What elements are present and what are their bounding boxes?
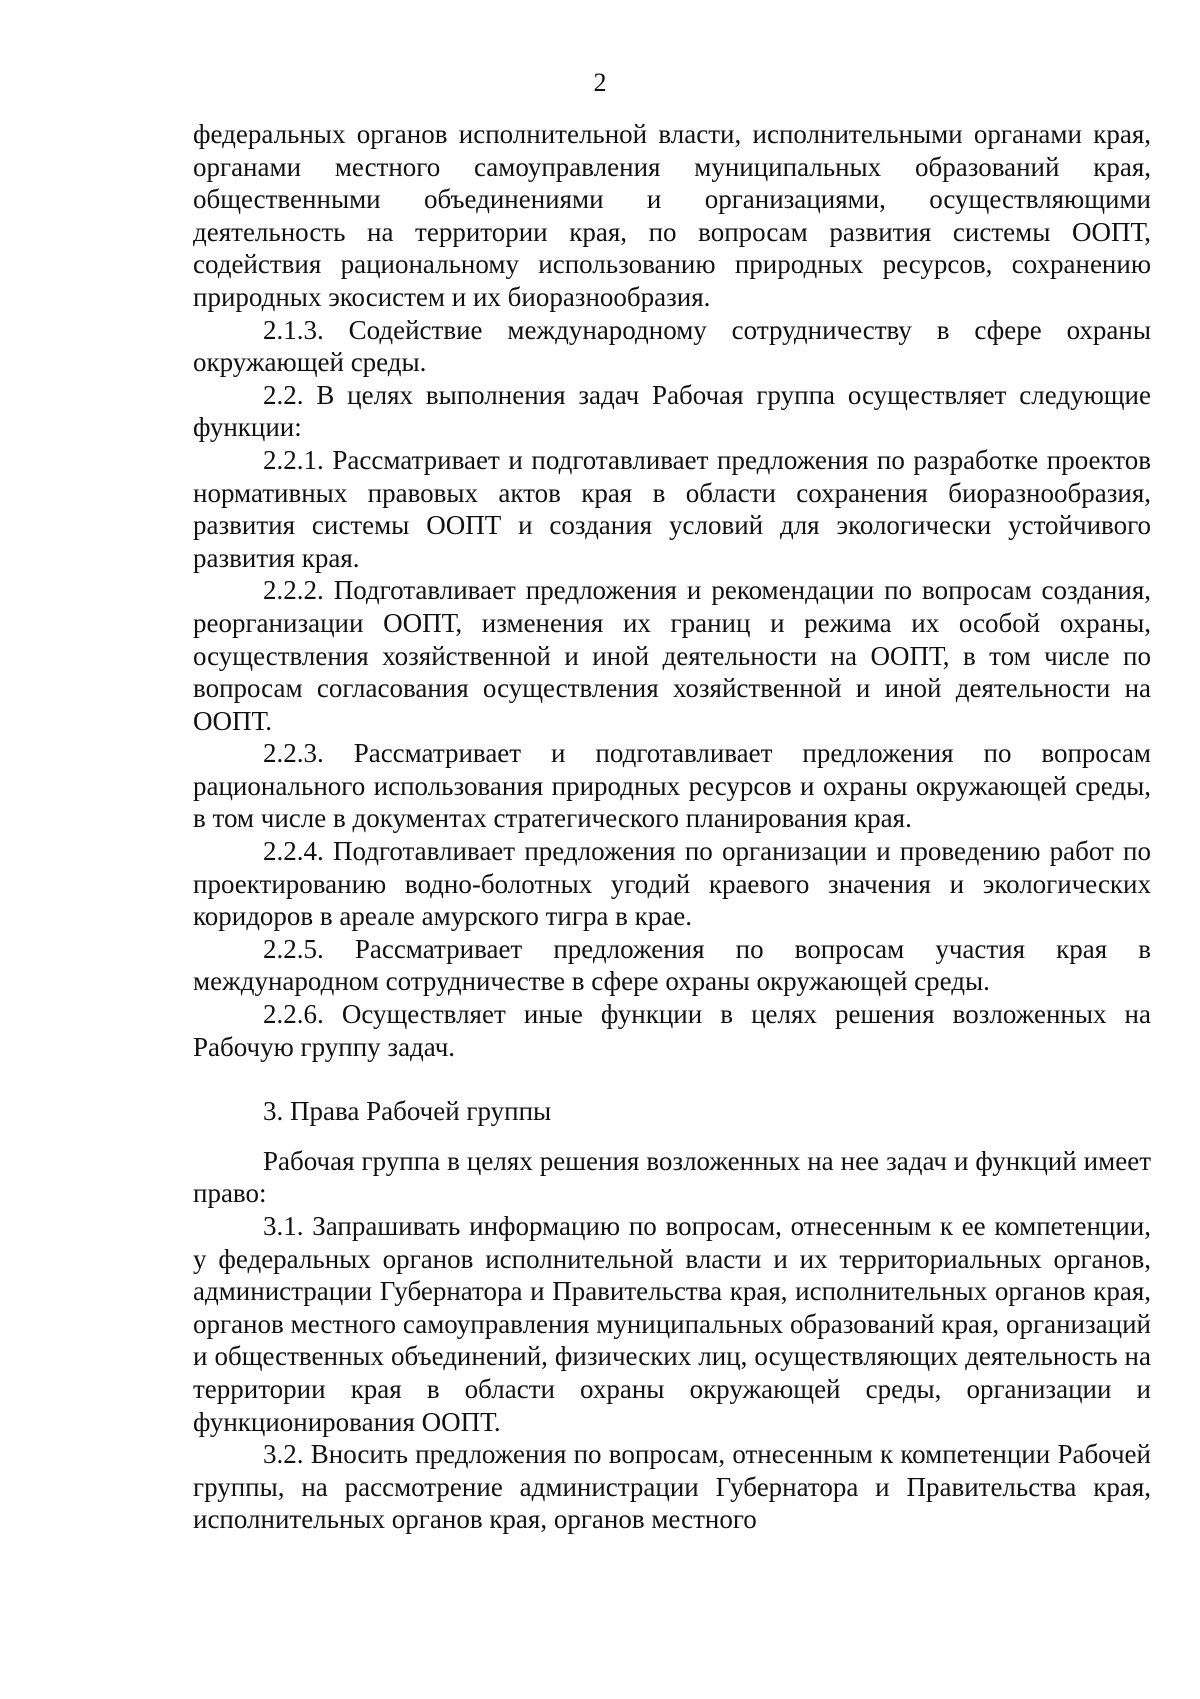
- paragraph-3-1: 3.1. Запрашивать информацию по вопросам, отнесенным к ее компетенции, у федеральных органов исполнительной власти и их территориальных органов, администрации Губернатора и Правительства края, исполнительных органов края, органов местного самоуправления муниципальных образований края, организаций и общественных объединений, физических лиц, осуществляющих деятельность на территории края в области охраны окружающей среды, организации и функционирования ООПТ.: [193, 1211, 1151, 1437]
- paragraph-2-1-3: 2.1.3. Содействие международному сотрудничеству в сфере охраны окружающей среды.: [193, 314, 1151, 378]
- paragraph-2-2-2: 2.2.2. Подготавливает предложения и рекомендации по вопросам создания, реорганизации ООПТ, изменения их границ и режима их особой охраны, осуществления хозяйственной и иной деятельности на ООПТ, в том числе по вопросам согласования осуществления хозяйственной и иной деятельности на ООПТ.: [193, 575, 1151, 736]
- section-heading-3: 3. Права Рабочей группы: [263, 1096, 552, 1127]
- paragraph-3-2: 3.2. Вносить предложения по вопросам, отнесенным к компетенции Рабочей группы, на рассмотрение администрации Губернатора и Правительства края, исполнительных органов края, органов местного: [193, 1439, 1151, 1535]
- paragraph-2-2-3: 2.2.3. Рассматривает и подготавливает предложения по вопросам рационального использования природных ресурсов и охраны окружающей среды, в том числе в документах стратегического планирования края.: [193, 738, 1151, 834]
- paragraph-2-2-1: 2.2.1. Рассматривает и подготавливает предложения по разработке проектов нормативных правовых актов края в области сохранения биоразнообразия, развития системы ООПТ и создания условий для экологически устойчивого развития края.: [193, 444, 1151, 573]
- page-number: 2: [593, 68, 607, 97]
- paragraph-2-2-4: 2.2.4. Подготавливает предложения по организации и проведению работ по проектированию водно-болотных угодий краевого значения и экологических коридоров в ареале амурского тигра в крае.: [193, 836, 1151, 932]
- paragraph-2-2: 2.2. В целях выполнения задач Рабочая группа осуществляет следующие функции:: [193, 379, 1151, 443]
- paragraph-continuation: федеральных органов исполнительной власти, исполнительными органами края, органами местного самоуправления муниципальных образований края, общественными объединениями и организациями, осуществляющими деятельность на территории края, по вопросам развития системы ООПТ, содействия рациональному использованию природных ресурсов, сохранению природных экосистем и их биоразнообразия.: [193, 119, 1151, 312]
- paragraph-2-2-5: 2.2.5. Рассматривает предложения по вопросам участия края в международном сотрудничестве в сфере охраны окружающей среды.: [193, 933, 1151, 997]
- document-body: [193, 118, 1151, 1536]
- paragraph-2-2-6: 2.2.6. Осуществляет иные функции в целях решения возложенных на Рабочую группу задач.: [193, 999, 1151, 1062]
- paragraph-3-intro: Рабочая группа в целях решения возложенных на нее задач и функций имеет право:: [193, 1145, 1151, 1209]
